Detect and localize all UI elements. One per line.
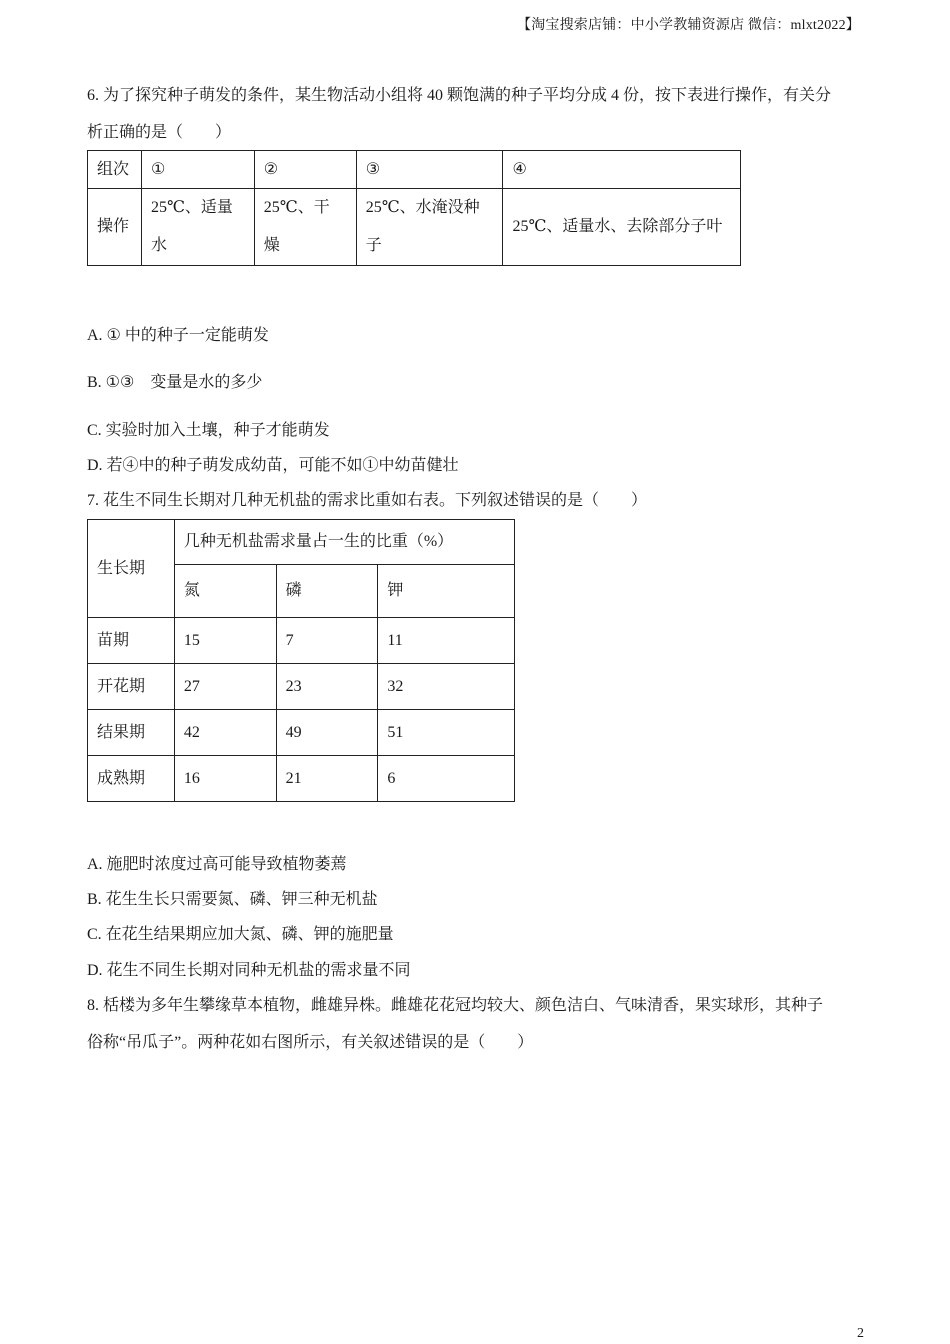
q6-option-c: C. 实验时加入土壤，种子才能萌发 <box>87 422 330 439</box>
q6-option-b: B. ①③ 变量是水的多少 <box>87 374 263 391</box>
q7-cell-p: 49 <box>276 710 378 756</box>
q6-option-a: A. ① 中的种子一定能萌发 <box>87 327 269 344</box>
q6-table-op-row <box>88 189 741 266</box>
q7-row-header: 生长期 <box>88 520 175 618</box>
table-row <box>88 756 515 802</box>
q6-stem-line1: 6. 为了探究种子萌发的条件，某生物活动小组将 40 颗饱满的种子平均分成 4 份，按下表进行操作，有关分 <box>87 87 832 104</box>
q6-op-2 <box>254 189 356 266</box>
q7-period: 开花期 <box>88 664 175 710</box>
q6-table <box>87 150 741 266</box>
q6-op-1 <box>141 189 254 266</box>
q6-option-d: D. 若④中的种子萌发成幼苗，可能不如①中幼苗健壮 <box>87 457 459 474</box>
q7-period: 结果期 <box>88 710 175 756</box>
q6-group-3: ③ <box>356 151 503 189</box>
table-row <box>88 664 515 710</box>
page-header: 【淘宝搜索店铺：中小学教辅资源店 微信：mlxt2022】 <box>517 18 860 33</box>
q7-col-nitrogen: 氮 <box>174 565 276 618</box>
q6-op-1-line1: 25℃、适量 <box>150 199 233 216</box>
q7-cell-n: 15 <box>174 618 276 664</box>
q7-period: 苗期 <box>88 618 175 664</box>
q6-op-3 <box>356 189 503 266</box>
q7-cell-n: 27 <box>174 664 276 710</box>
q8-stem-line1: 8. 栝楼为多年生攀缘草本植物，雌雄异株。雌雄花花冠均较大、颜色洁白、气味清香，果实球形，其种子 <box>87 997 824 1014</box>
q6-op-2-line1: 25℃、干 <box>263 199 330 216</box>
q7-group-header: 几种无机盐需求量占一生的比重（%） <box>174 520 514 565</box>
q7-table-header-row-1 <box>88 520 515 565</box>
q7-option-d: D. 花生不同生长期对同种无机盐的需求量不同 <box>87 962 411 979</box>
q7-cell-n: 16 <box>174 756 276 802</box>
q7-cell-n: 42 <box>174 710 276 756</box>
q6-group-2: ② <box>254 151 356 189</box>
q7-col-potassium: 钾 <box>378 565 515 618</box>
q6-op-3-line2: 子 <box>365 237 382 254</box>
q7-cell-k: 51 <box>378 710 515 756</box>
q7-option-c: C. 在花生结果期应加大氮、磷、钾的施肥量 <box>87 926 394 943</box>
q6-row-label: 操作 <box>88 189 142 266</box>
table-row <box>88 710 515 756</box>
q6-op-1-line2: 水 <box>150 237 167 254</box>
q7-option-a: A. 施肥时浓度过高可能导致植物萎蔫 <box>87 856 347 873</box>
q7-period: 成熟期 <box>88 756 175 802</box>
q6-header-label: 组次 <box>88 151 142 189</box>
q7-col-phosphorus: 磷 <box>276 565 378 618</box>
q7-stem: 7. 花生不同生长期对几种无机盐的需求比重如右表。下列叙述错误的是（ ） <box>87 492 648 509</box>
q7-cell-p: 23 <box>276 664 378 710</box>
q7-cell-p: 21 <box>276 756 378 802</box>
q6-op-4-line1: 25℃、适量水、去除部分子叶 <box>512 218 723 235</box>
q6-stem-line2: 析正确的是（ ） <box>87 124 232 141</box>
q6-op-2-line2: 燥 <box>263 237 280 254</box>
q6-op-3-line1: 25℃、水淹没种 <box>365 199 480 216</box>
table-row <box>88 618 515 664</box>
q7-option-b: B. 花生生长只需要氮、磷、钾三种无机盐 <box>87 891 378 908</box>
q8-stem-line2: 俗称“吊瓜子”。两种花如右图所示，有关叙述错误的是（ ） <box>87 1034 534 1051</box>
q6-table-header-row <box>88 151 741 189</box>
q7-table <box>87 519 515 802</box>
q6-group-4: ④ <box>503 151 741 189</box>
q7-cell-k: 11 <box>378 618 515 664</box>
q6-op-4 <box>503 189 741 266</box>
q6-group-1: ① <box>141 151 254 189</box>
q7-cell-k: 32 <box>378 664 515 710</box>
q7-cell-k: 6 <box>378 756 515 802</box>
page-number: 2 <box>857 1326 864 1341</box>
q7-cell-p: 7 <box>276 618 378 664</box>
